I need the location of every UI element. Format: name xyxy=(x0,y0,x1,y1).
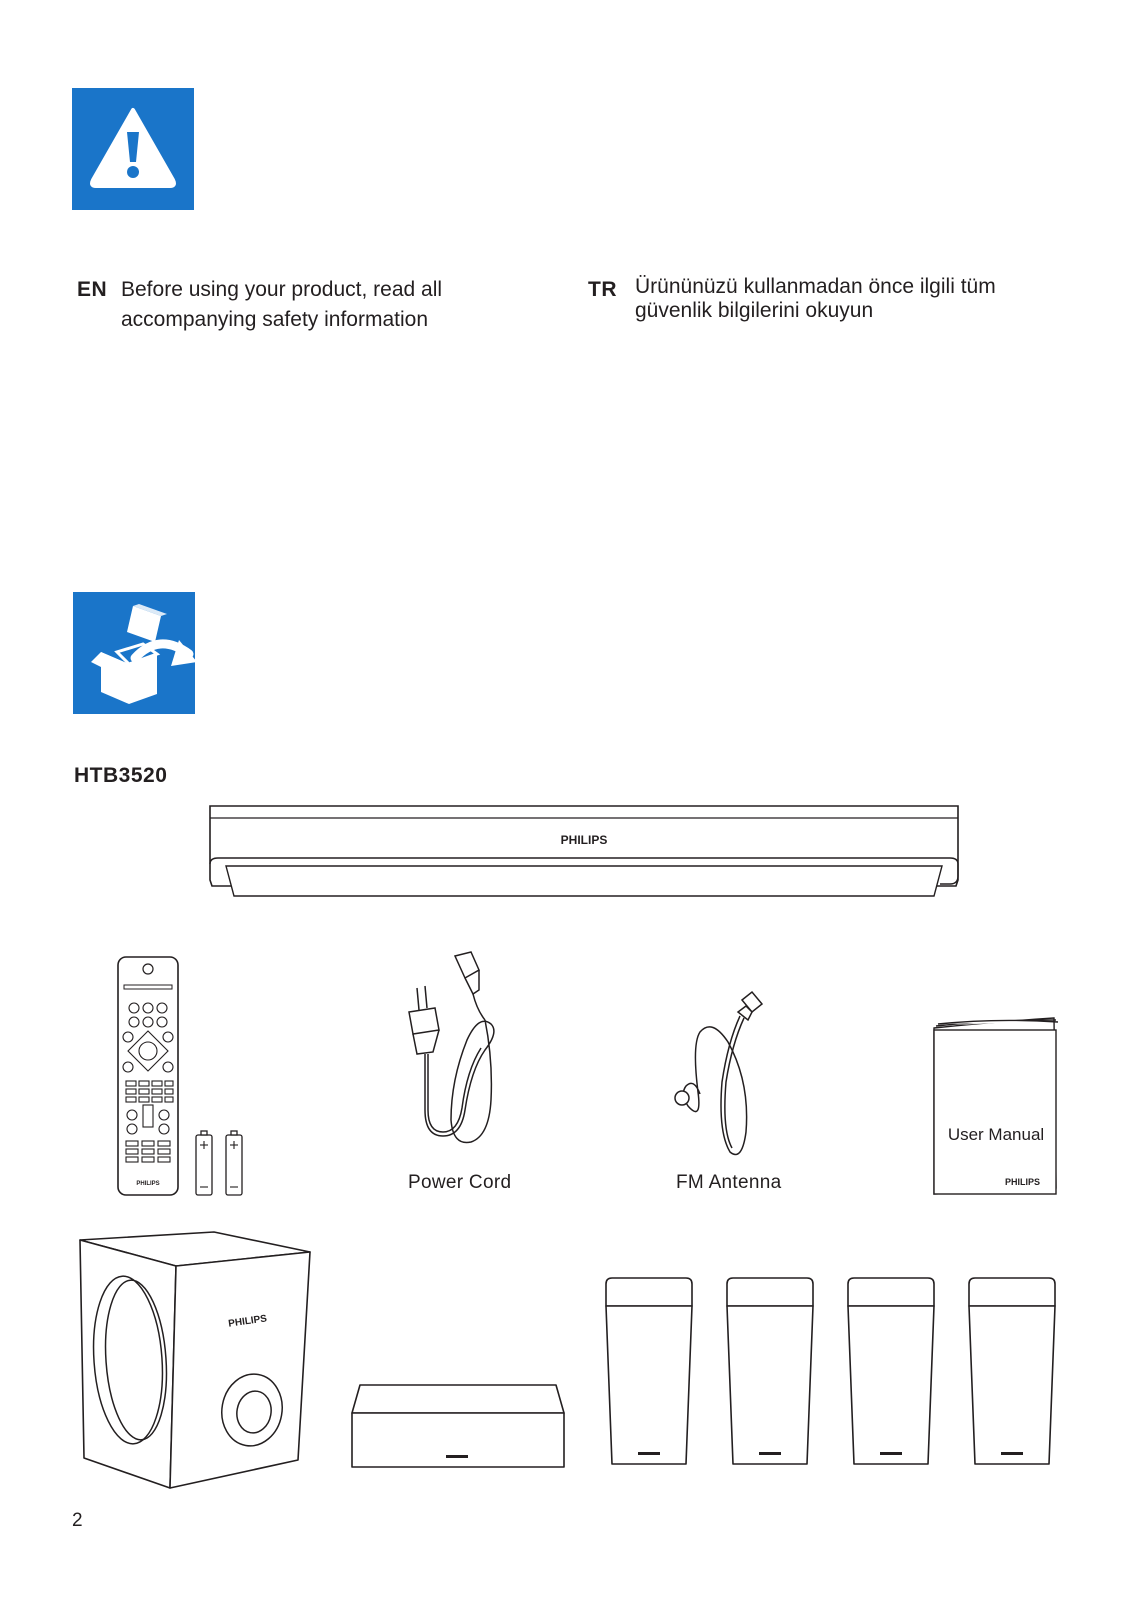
satellite-speaker-4-illustration xyxy=(967,1276,1057,1472)
fm-antenna-illustration xyxy=(668,982,778,1172)
remote-control-illustration xyxy=(112,955,272,1200)
center-speaker-illustration xyxy=(350,1383,566,1473)
warning-icon-box xyxy=(72,88,194,210)
power-cord-illustration xyxy=(395,950,505,1170)
box-icon-box xyxy=(73,592,195,714)
lang-code-tr: TR xyxy=(588,278,617,301)
safety-text-tr xyxy=(635,275,996,323)
brand-logo: PHILIPS xyxy=(136,1181,160,1187)
brand-logo: PHILIPS xyxy=(227,1313,268,1330)
satellite-speaker-1-illustration xyxy=(604,1276,694,1472)
subwoofer-illustration xyxy=(78,1230,318,1492)
user-manual-caption: User Manual xyxy=(947,1125,1045,1144)
safety-line: Before using your product, read all xyxy=(121,278,443,301)
fm-antenna-caption: FM Antenna xyxy=(676,1172,782,1193)
model-name: HTB3520 xyxy=(74,764,168,787)
lang-code-en: EN xyxy=(77,278,108,301)
safety-line: accompanying safety information xyxy=(121,308,428,331)
main-unit-illustration xyxy=(208,804,960,902)
brand-badge xyxy=(446,1455,468,1458)
brand-logo: PHILIPS xyxy=(560,833,608,847)
safety-line: Ürününüzü kullanmadan önce ilgili tüm xyxy=(635,275,996,298)
satellite-speaker-3-illustration xyxy=(846,1276,936,1472)
brand-logo: PHILIPS xyxy=(1004,1177,1040,1187)
satellite-speaker-2-illustration xyxy=(725,1276,815,1472)
unbox-contents-icon xyxy=(73,592,195,714)
safety-text-en xyxy=(121,275,442,335)
page-number: 2 xyxy=(72,1510,83,1531)
safety-line: güvenlik bilgilerini okuyun xyxy=(635,299,874,322)
power-cord-caption: Power Cord xyxy=(408,1172,512,1193)
user-manual-illustration xyxy=(932,1016,1060,1198)
warning-triangle-icon xyxy=(72,88,194,210)
